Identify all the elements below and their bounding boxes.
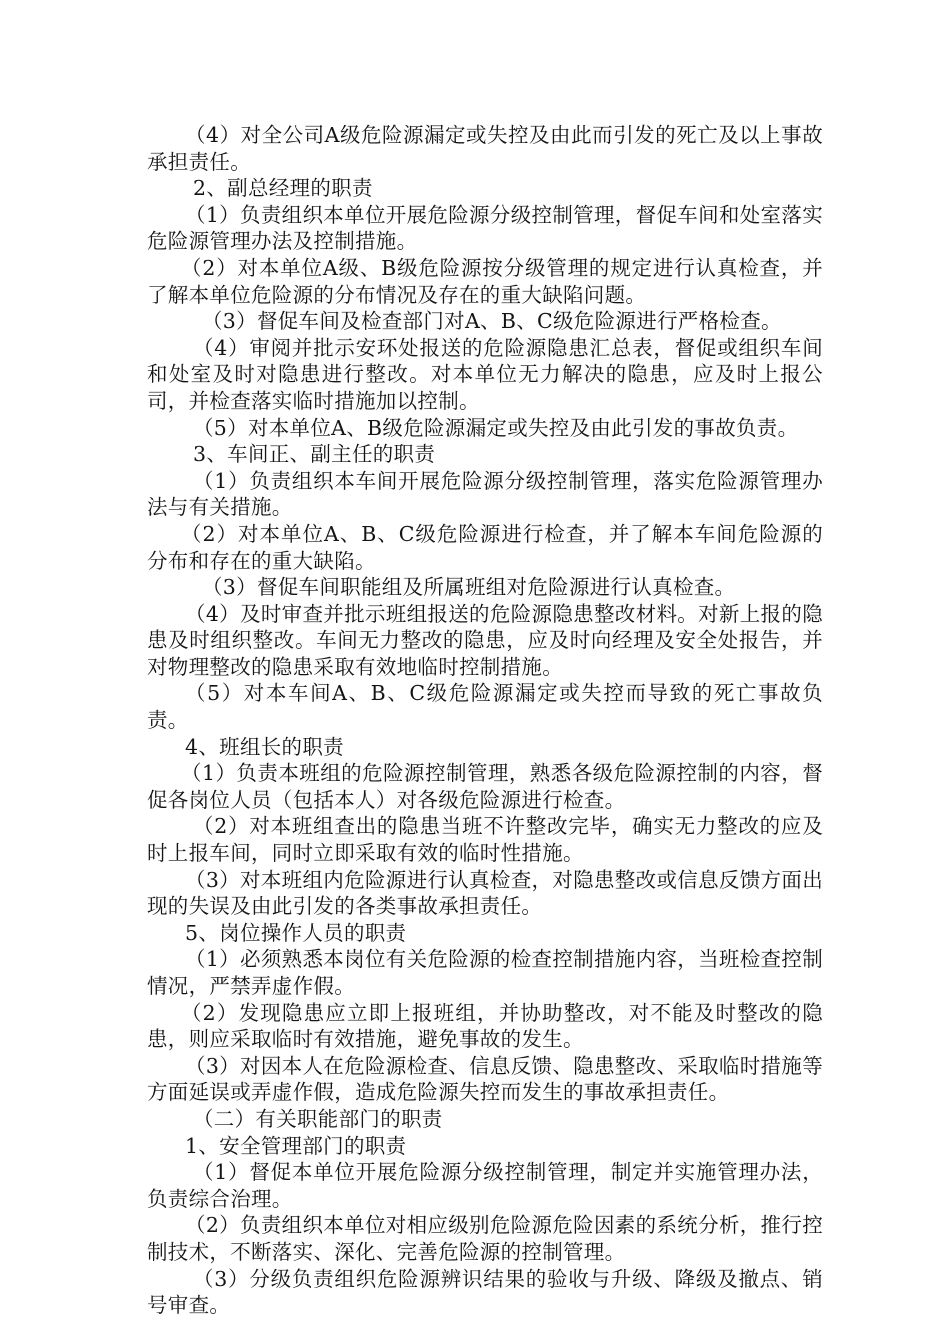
paragraph-operators-2: （2）发现隐患应立即上报班组，并协助整改，对不能及时整改的隐患，则应采取临时有效措施，避免事故的发生。	[147, 1000, 823, 1052]
paragraph-operators-3: （3）对因本人在危险源检查、信息反馈、隐患整改、采取临时措施等方面延误或弄虚作假，造成危险源失控而发生的事故承担责任。	[147, 1053, 823, 1105]
paragraph-safety-3: （3）分级负责组织危险源辨识结果的验收与升级、降级及撤点、销号审查。	[147, 1266, 823, 1318]
section-heading-functional-departments: （二）有关职能部门的职责	[193, 1106, 443, 1131]
paragraph-operators-1: （1）必须熟悉本岗位有关危险源的检查控制措施内容，当班检查控制情况，严禁弄虚作假。	[147, 947, 823, 998]
paragraph-vice-gm-1: （1）负责组织本单位开展危险源分级控制管理，督促车间和处室落实危险源管理办法及控制措施。	[147, 202, 823, 254]
section-heading-workshop: 3、车间正、副主任的职责	[193, 442, 436, 467]
paragraph-vice-gm-5: （5）对本单位A、B级危险源漏定或失控及由此引发的事故负责。	[193, 415, 799, 440]
paragraph-vice-gm-3: （3）督促车间及检查部门对A、B、C级危险源进行严格检查。	[202, 309, 782, 334]
paragraph-workshop-1: （1）负责组织本车间开展危险源分级控制管理，落实危险源管理办法与有关措施。	[147, 468, 823, 520]
section-heading-vice-gm: 2、副总经理的职责	[193, 176, 373, 201]
paragraph-workshop-2: （2）对本单位A、B、C级危险源进行检查，并了解本车间危险源的分布和存在的重大缺陷。	[147, 521, 823, 573]
section-heading-operators: 5、岗位操作人员的职责	[185, 920, 407, 945]
paragraph-vice-gm-2: （2）对本单位A级、B级危险源按分级管理的规定进行认真检查，并了解本单位危险源的分布情况及存在的重大缺陷问题。	[147, 255, 823, 307]
paragraph-workshop-3: （3）督促车间职能组及所属班组对危险源进行认真检查。	[202, 575, 736, 600]
paragraph-workshop-5: （5）对本车间A、B、C级危险源漏定或失控而导致的死亡事故负责。	[147, 681, 823, 733]
section-heading-team-leader: 4、班组长的职责	[185, 734, 344, 759]
paragraph-team-leader-3: （3）对本班组内危险源进行认真检查，对隐患整改或信息反馈方面出现的失误及由此引发的各类事故承担责任。	[147, 867, 823, 919]
document-body	[147, 122, 823, 1319]
paragraph-team-leader-2: （2）对本班组查出的隐患当班不许整改完毕，确实无力整改的应及时上报车间，同时立即采取有效的临时性措施。	[147, 814, 823, 866]
paragraph-team-leader-1: （1）负责本班组的危险源控制管理，熟悉各级危险源控制的内容，督促各岗位人员（包括本人）对各级危险源进行检查。	[147, 761, 823, 812]
paragraph-vice-gm-4: （4）审阅并批示安环处报送的危险源隐患汇总表，督促或组织车间和处室及时对隐患进行整改。对本单位无力解决的隐患，应及时上报公司，并检查落实临时措施加以控制。	[147, 335, 823, 413]
paragraph-safety-2: （2）负责组织本单位对相应级别危险源危险因素的系统分析，推行控制技术，不断落实、深化、完善危险源的控制管理。	[147, 1213, 823, 1264]
paragraph-4-gm-duty: （4）对全公司A级危险源漏定或失控及由此而引发的死亡及以上事故承担责任。	[147, 123, 823, 174]
section-heading-safety-department: 1、安全管理部门的职责	[185, 1133, 407, 1158]
paragraph-safety-1: （1）督促本单位开展危险源分级控制管理，制定并实施管理办法，负责综合治理。	[147, 1160, 823, 1211]
paragraph-workshop-4: （4）及时审查并批示班组报送的危险源隐患整改材料。对新上报的隐患及时组织整改。车间无力整改的隐患，应及时向经理及安全处报告，并对物理整改的隐患采取有效地临时控制措施。	[147, 601, 823, 679]
